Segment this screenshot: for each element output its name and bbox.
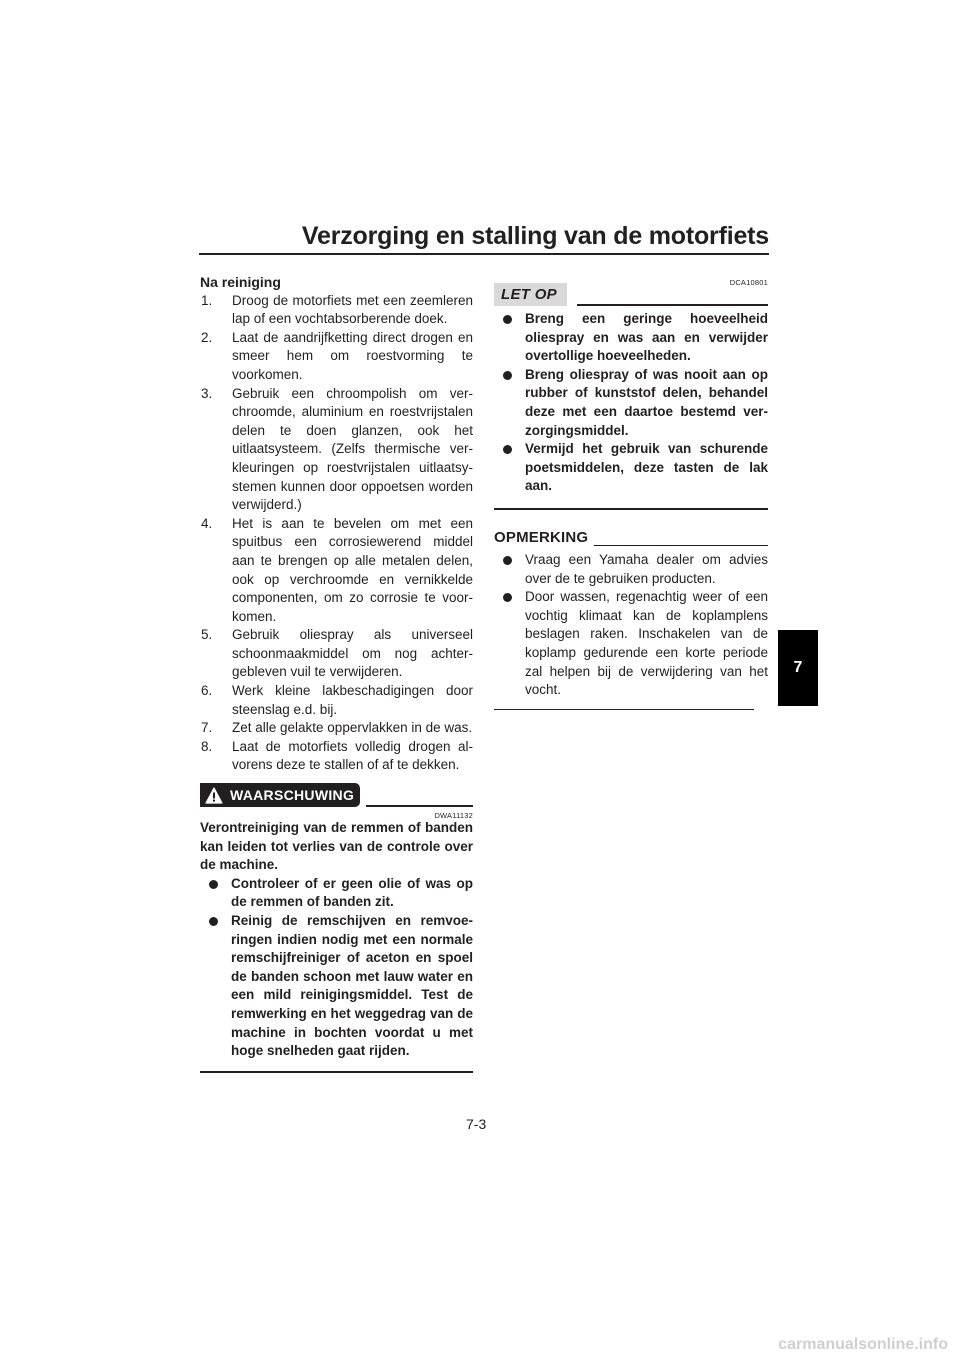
list-item: Vraag een Yamaha dealer om advies over de te gebruiken producten.: [494, 551, 768, 588]
warning-badge: [200, 783, 360, 807]
bullet-icon: [503, 445, 512, 454]
note-list: [494, 551, 768, 700]
list-item: 5. Gebruik oliespray als universeel schoonmaakmiddel om nog achtergebleven vuil te verwijderen.: [201, 627, 473, 680]
list-item: 1. Droog de motorfiets met een zeemleren lap of een vochtabsorberende doek.: [201, 292, 473, 327]
list-item: Vermijd het gebruik van schurende poetsmiddelen, deze tasten de lak aan.: [494, 440, 768, 496]
bullet-icon: [209, 880, 218, 889]
list-item: Controleer of er geen olie of was op de remmen of banden zit.: [200, 875, 473, 912]
caution-rule: [577, 304, 768, 306]
chapter-tab: 7: [778, 630, 818, 706]
list-item: 3. Gebruik een chroompolish om verchroomde, aluminium en roestvrijstalen delen te doen glanzen, ook het uitlaatsysteem. (Zelfs thermische verkleuringen op roestvrijstalen uitlaatsystemen kunnen door oppoetsen worden verwijderd.): [201, 385, 473, 513]
note-end-rule: [494, 709, 754, 710]
bullet-icon: [503, 371, 512, 380]
bullet-icon: [503, 593, 512, 602]
bullet-icon: [209, 917, 218, 926]
caution-end-rule: [494, 508, 768, 510]
watermark: carmanualsonline.info: [778, 1336, 948, 1353]
warning-list: [200, 875, 473, 1061]
warning-code: DWA11132: [434, 811, 473, 821]
header-rule: [199, 253, 769, 255]
list-item: Breng een geringe hoeveelheid oliespray en was aan en verwijder overtollige hoeveelheden.: [494, 310, 768, 366]
warning-label: WAARSCHUWING: [230, 786, 355, 803]
note-rule: [594, 545, 768, 546]
warning-header: [200, 777, 473, 821]
warning-intro: Verontreiniging van de remmen of banden kan leiden tot verlies van de controle over de machine.: [200, 820, 473, 873]
list-item: Breng oliespray of was nooit aan op rubber of kunststof delen, behandel deze met een daartoe bestemd verzorgingsmiddel.: [494, 366, 768, 440]
note-header: [494, 526, 768, 548]
list-item: 4. Het is aan te bevelen om met een spuitbus een corrosiewerend middel aan te brengen op alle metalen delen, ook op verchroomde en vernikkelde componenten, om zo corrosie te voorkomen.: [201, 515, 473, 624]
section-heading: Na reiniging: [200, 274, 281, 290]
page-number: 7-3: [466, 1116, 487, 1132]
caution-header: [494, 274, 768, 306]
left-column: [200, 273, 473, 1073]
right-column: [494, 274, 768, 710]
note-label: OPMERKING: [494, 529, 589, 547]
warning-triangle-icon: [205, 787, 223, 804]
caution-list: [494, 310, 768, 496]
caution-code: DCA10801: [729, 278, 768, 287]
bullet-icon: [503, 556, 512, 565]
list-item: Reinig de remschijven en remvoeringen indien nodig met een normale remschijfreiniger of aceton en spoel de banden schoon met lauw water en een mild reinigingsmiddel. Test de remwerking en het weggedrag van de machine in bochten voordat u met hoge snelheden gaat rijden.: [200, 912, 473, 1061]
warning-end-rule: [200, 1071, 473, 1073]
list-item: 6. Werk kleine lakbeschadigingen door steenslag e.d. bij.: [201, 683, 473, 717]
list-item: 2. Laat de aandrijfketting direct drogen en smeer hem om roestvorming te voorkomen.: [201, 329, 473, 382]
cleaning-steps-list: [200, 292, 473, 775]
list-item: 8. Laat de motorfiets volledig drogen alvorens deze te stallen of af te dekken.: [201, 738, 473, 773]
bullet-icon: [503, 315, 512, 324]
list-item: Door wassen, regenachtig weer of een vochtig klimaat kan de koplamplens beslagen raken. Inschakelen van de koplamp gedurende een korte periode zal helpen bij de verwijdering van het vocht.: [494, 588, 768, 700]
caution-badge: LET OP: [494, 283, 567, 306]
page-title: Verzorging en stalling van de motorfiets: [301, 222, 769, 250]
list-item: 7. Zet alle gelakte oppervlakken in de was.: [201, 720, 473, 736]
